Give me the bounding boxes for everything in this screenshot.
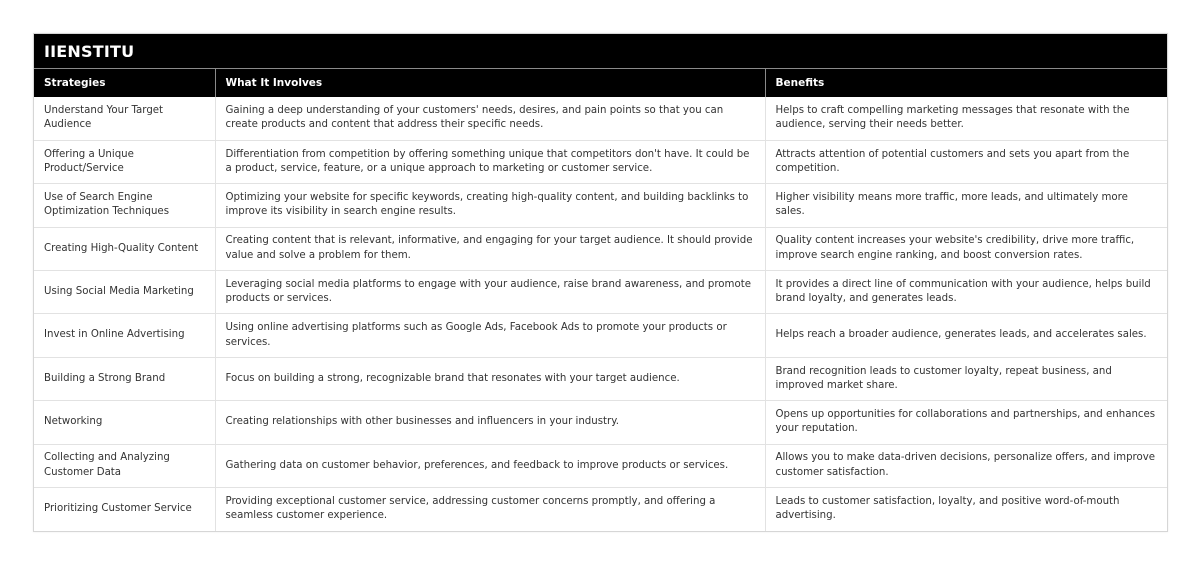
involves-cell: Creating content that is relevant, informative, and engaging for your target audience. It should provide value and solve a problem for them. — [215, 227, 765, 270]
involves-cell: Gaining a deep understanding of your customers' needs, desires, and pain points so that you can create products and content that address their specific needs. — [215, 97, 765, 140]
table-row — [34, 140, 1167, 183]
strategy-cell: Collecting and Analyzing Customer Data — [34, 444, 215, 487]
benefits-cell: It provides a direct line of communication with your audience, helps build brand loyalty, and generates leads. — [765, 271, 1167, 314]
table-row — [34, 444, 1167, 487]
strategy-cell: Invest in Online Advertising — [34, 314, 215, 357]
strategy-cell: Building a Strong Brand — [34, 357, 215, 400]
involves-cell: Differentiation from competition by offering something unique that competitors don't have. It could be a product, service, feature, or a unique approach to marketing or customer service. — [215, 140, 765, 183]
column-header-what-it-involves: What It Involves — [215, 69, 765, 97]
table-row — [34, 401, 1167, 444]
benefits-cell: Higher visibility means more traffic, more leads, and ultimately more sales. — [765, 184, 1167, 227]
column-header-strategies: Strategies — [34, 69, 215, 97]
benefits-cell: Quality content increases your website's credibility, drive more traffic, improve search engine ranking, and boost conversion rates. — [765, 227, 1167, 270]
strategies-table-container — [33, 33, 1168, 532]
involves-cell: Using online advertising platforms such as Google Ads, Facebook Ads to promote your products or services. — [215, 314, 765, 357]
column-header-benefits: Benefits — [765, 69, 1167, 97]
header-row — [34, 69, 1167, 97]
involves-cell: Optimizing your website for specific keywords, creating high-quality content, and building backlinks to improve its visibility in search engine results. — [215, 184, 765, 227]
benefits-cell: Helps to craft compelling marketing messages that resonate with the audience, serving their needs better. — [775, 104, 1130, 131]
table-body — [34, 97, 1167, 531]
table-row — [34, 488, 1167, 531]
involves-cell: Providing exceptional customer service, addressing customer concerns promptly, and offering a seamless customer experience. — [215, 488, 765, 531]
table-row — [34, 357, 1167, 400]
strategy-cell: Using Social Media Marketing — [34, 271, 215, 314]
involves-cell: Leveraging social media platforms to engage with your audience, raise brand awareness, and promote products or services. — [215, 271, 765, 314]
table-row — [34, 184, 1167, 227]
table-row — [34, 314, 1167, 357]
strategy-cell: Networking — [34, 401, 215, 444]
strategy-cell: Offering a Unique Product/Service — [34, 140, 215, 183]
benefits-cell: Leads to customer satisfaction, loyalty, and positive word-of-mouth advertising. — [765, 488, 1167, 531]
table-row — [34, 97, 1167, 140]
benefits-cell: Brand recognition leads to customer loyalty, repeat business, and improved market share. — [765, 357, 1167, 400]
involves-cell: Creating relationships with other businesses and influencers in your industry. — [215, 401, 765, 444]
benefits-cell: Allows you to make data-driven decisions, personalize offers, and improve customer satisfaction. — [765, 444, 1167, 487]
strategy-cell: Use of Search Engine Optimization Techniques — [34, 184, 215, 227]
benefits-cell: Attracts attention of potential customers and sets you apart from the competition. — [765, 140, 1167, 183]
table-title: IIENSTITU — [34, 34, 1167, 69]
strategy-cell: Prioritizing Customer Service — [34, 488, 215, 531]
strategy-cell: Understand Your Target Audience — [34, 97, 215, 140]
benefits-cell: Opens up opportunities for collaborations and partnerships, and enhances your reputation. — [765, 401, 1167, 444]
involves-cell: Focus on building a strong, recognizable brand that resonates with your target audience. — [215, 357, 765, 400]
strategy-cell: Creating High-Quality Content — [34, 227, 215, 270]
table-header — [34, 69, 1167, 97]
table-row — [34, 227, 1167, 270]
benefits-cell: Helps reach a broader audience, generates leads, and accelerates sales. — [765, 314, 1167, 357]
table-row — [34, 271, 1167, 314]
strategies-table — [34, 69, 1167, 531]
involves-cell: Gathering data on customer behavior, preferences, and feedback to improve products or services. — [215, 444, 765, 487]
